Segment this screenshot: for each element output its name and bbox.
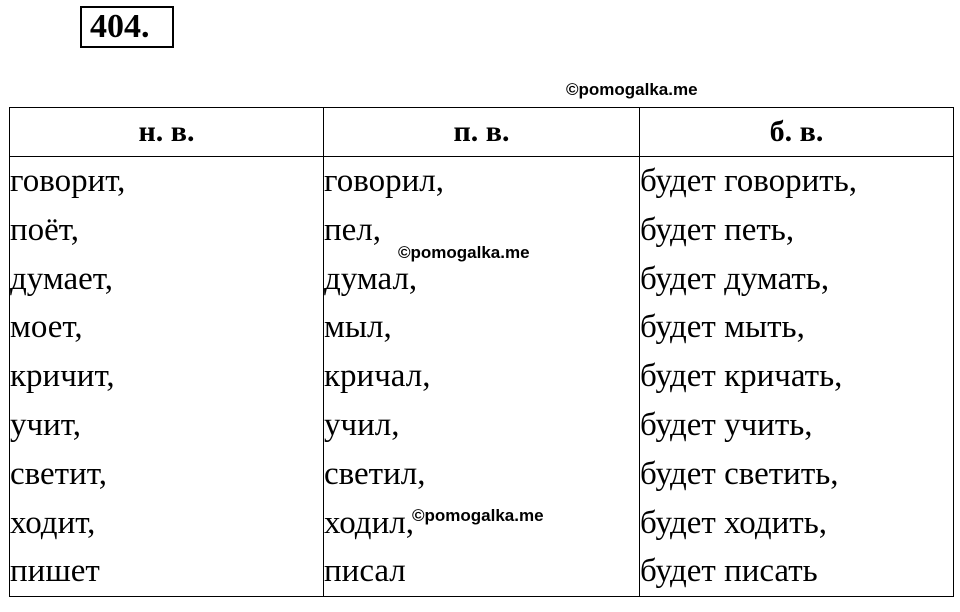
list-item: будет говорить, bbox=[640, 163, 858, 199]
exercise-number: 404. bbox=[80, 6, 174, 48]
list-item: думал, bbox=[324, 260, 418, 297]
present-tense-column bbox=[10, 157, 324, 597]
list-item: будет учить, bbox=[640, 406, 813, 443]
header-row bbox=[10, 108, 954, 157]
list-item: будет светить, bbox=[640, 455, 839, 492]
list-item: ходит, bbox=[10, 504, 96, 541]
list-item: поёт, bbox=[10, 211, 79, 248]
list-item: пел, bbox=[324, 211, 382, 248]
list-item: будет петь, bbox=[640, 211, 795, 248]
list-item: мыл, bbox=[324, 309, 392, 346]
list-item: кричал, bbox=[324, 358, 431, 395]
watermark-text: ©pomogalka.me bbox=[566, 80, 698, 99]
header-past-tense: п. в. bbox=[324, 108, 640, 157]
list-item: думает, bbox=[10, 260, 113, 297]
list-item: будет ходить, bbox=[640, 504, 828, 541]
list-item: светит, bbox=[10, 455, 107, 492]
future-tense-column bbox=[640, 157, 954, 597]
watermark-text: ©pomogalka.me bbox=[398, 243, 530, 262]
list-item: говорит, bbox=[10, 163, 126, 199]
list-item: писал bbox=[324, 553, 406, 590]
list-item: говорил, bbox=[324, 163, 444, 199]
list-item: будет думать, bbox=[640, 260, 830, 297]
table-body-row bbox=[10, 157, 954, 597]
list-item: моет, bbox=[10, 309, 83, 346]
header-future-tense: б. в. bbox=[640, 108, 954, 157]
watermark-text: ©pomogalka.me bbox=[412, 506, 544, 525]
list-item: учил, bbox=[324, 406, 400, 443]
list-item: пишет bbox=[10, 553, 100, 590]
list-item: будет мыть, bbox=[640, 309, 805, 346]
list-item: учит, bbox=[10, 406, 81, 443]
list-item: будет писать bbox=[640, 553, 818, 590]
past-tense-column bbox=[324, 157, 640, 597]
list-item: ходил, bbox=[324, 504, 414, 541]
list-item: кричит, bbox=[10, 358, 115, 395]
list-item: светил, bbox=[324, 455, 426, 492]
list-item: будет кричать, bbox=[640, 358, 843, 395]
header-present-tense: н. в. bbox=[10, 108, 324, 157]
